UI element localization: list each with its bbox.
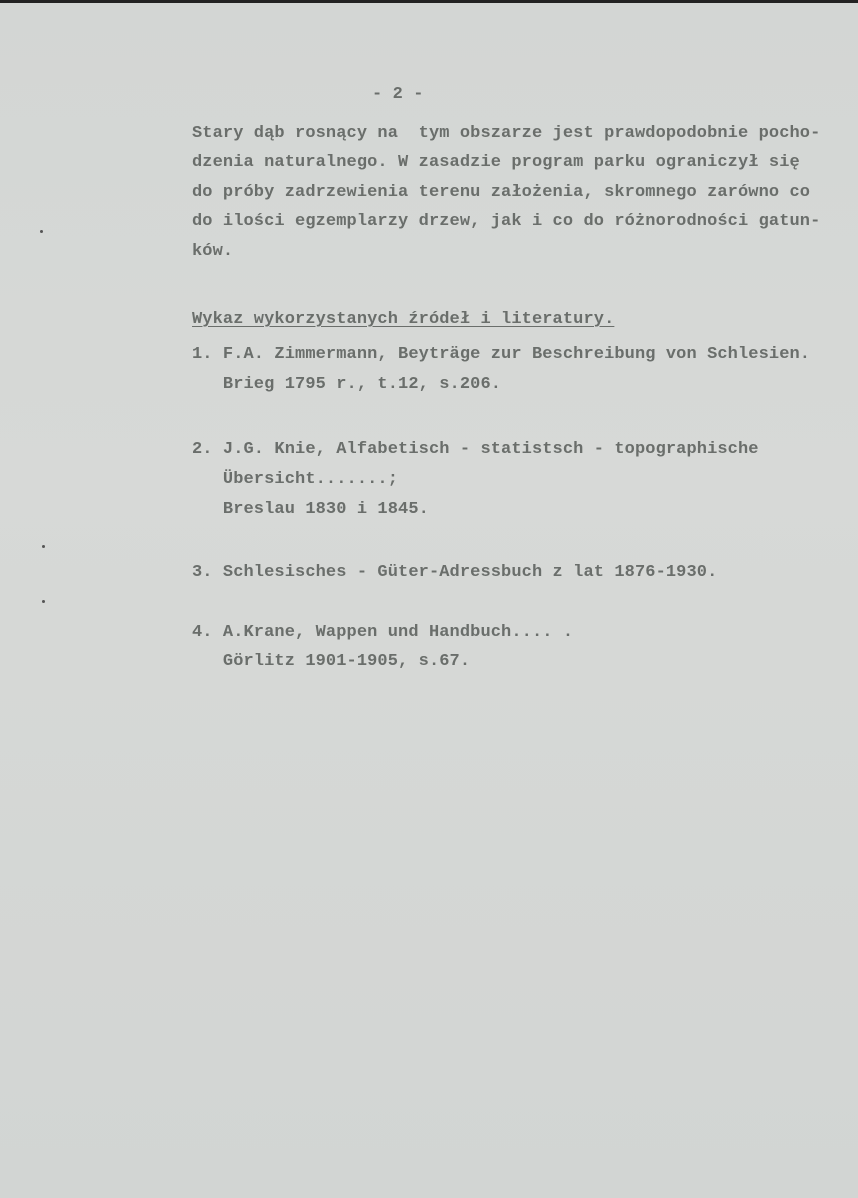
paragraph-line: do ilości egzemplarzy drzew, jak i co do różnorodności gatun- — [192, 212, 821, 231]
reference-line: 2. J.G. Knie, Alfabetisch - statistsch - topographische — [192, 440, 759, 459]
scan-speck — [42, 545, 45, 548]
reference-line: 4. A.Krane, Wappen und Handbuch.... . — [192, 623, 574, 642]
scan-edge — [0, 0, 858, 3]
paragraph-line: do próby zadrzewienia terenu założenia, skromnego zarówno co — [192, 183, 811, 202]
scan-speck — [40, 230, 43, 233]
scan-speck — [42, 600, 45, 603]
reference-line: 3. Schlesisches - Güter-Adressbuch z lat 1876-1930. — [192, 563, 718, 582]
paragraph-line: dzenia naturalnego. W zasadzie program parku ograniczył się — [192, 153, 800, 172]
reference-line: Görlitz 1901-1905, s.67. — [192, 652, 471, 671]
paragraph-line: Stary dąb rosnący na tym obszarze jest prawdopodobnie pocho- — [192, 124, 821, 143]
section-heading: Wykaz wykorzystanych źródeł i literatury. — [192, 310, 615, 329]
reference-line: Übersicht.......; — [192, 470, 399, 489]
page-number: - 2 - — [372, 85, 424, 104]
paragraph-line: ków. — [192, 242, 234, 261]
reference-line: 1. F.A. Zimmermann, Beyträge zur Beschreibung von Schlesien. — [192, 345, 811, 364]
reference-line: Breslau 1830 i 1845. — [192, 500, 429, 519]
reference-line: Brieg 1795 r., t.12, s.206. — [192, 375, 502, 394]
